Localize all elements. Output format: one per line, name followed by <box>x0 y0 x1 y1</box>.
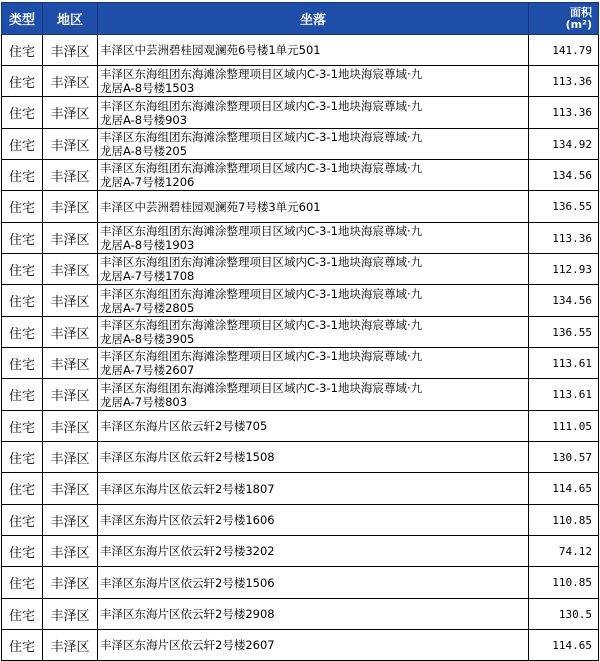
cell-area: 136.55 <box>529 317 599 348</box>
table-row <box>2 191 599 223</box>
cell-location: 丰泽区东海组团东海滩涂整理项目区域内C-3-1地块海宸尊域·九 龙居A-7号楼1708 <box>98 254 529 285</box>
cell-location: 丰泽区东海组团东海滩涂整理项目区域内C-3-1地块海宸尊域·九 龙居A-7号楼2805 <box>98 285 529 317</box>
header-area-label: 面积 <box>570 5 592 19</box>
cell-area: 74.12 <box>529 536 599 567</box>
cell-area: 130.5 <box>529 599 599 630</box>
cell-location: 丰泽区东海片区依云轩2号楼705 <box>98 411 529 442</box>
cell-location: 丰泽区东海组团东海滩涂整理项目区域内C-3-1地块海宸尊域·九 龙居A-7号楼1206 <box>98 160 529 191</box>
cell-type: 住宅 <box>2 567 43 599</box>
cell-type: 住宅 <box>2 223 43 254</box>
cell-type: 住宅 <box>2 473 43 505</box>
header-type: 类型 <box>2 3 43 35</box>
cell-type: 住宅 <box>2 442 43 473</box>
cell-area: 134.92 <box>529 129 599 160</box>
cell-district: 丰泽区 <box>43 191 98 223</box>
table-row <box>2 160 599 191</box>
table-row <box>2 505 599 536</box>
cell-location: 丰泽区东海组团东海滩涂整理项目区域内C-3-1地块海宸尊域·九 龙居A-8号楼205 <box>98 129 529 160</box>
table-row <box>2 254 599 285</box>
cell-location: 丰泽区东海片区依云轩2号楼2908 <box>98 599 529 630</box>
cell-location: 丰泽区东海片区依云轩2号楼1807 <box>98 473 529 505</box>
cell-district: 丰泽区 <box>43 160 98 191</box>
table-row <box>2 35 599 66</box>
cell-district: 丰泽区 <box>43 348 98 379</box>
cell-type: 住宅 <box>2 66 43 97</box>
cell-district: 丰泽区 <box>43 254 98 285</box>
cell-area: 111.05 <box>529 411 599 442</box>
cell-type: 住宅 <box>2 254 43 285</box>
cell-district: 丰泽区 <box>43 379 98 411</box>
cell-area: 112.93 <box>529 254 599 285</box>
cell-area: 113.36 <box>529 66 599 97</box>
cell-type: 住宅 <box>2 630 43 661</box>
table-row <box>2 223 599 254</box>
cell-location: 丰泽区东海组团东海滩涂整理项目区域内C-3-1地块海宸尊域·九 龙居A-8号楼903 <box>98 97 529 129</box>
header-location: 坐落 <box>98 3 529 35</box>
cell-location: 丰泽区东海组团东海滩涂整理项目区域内C-3-1地块海宸尊域·九 龙居A-7号楼803 <box>98 379 529 411</box>
cell-area: 114.65 <box>529 473 599 505</box>
cell-type: 住宅 <box>2 35 43 66</box>
cell-location: 丰泽区东海组团东海滩涂整理项目区域内C-3-1地块海宸尊域·九 龙居A-7号楼2607 <box>98 348 529 379</box>
table-row <box>2 285 599 317</box>
cell-area: 134.56 <box>529 285 599 317</box>
header-area <box>529 3 599 35</box>
cell-location: 丰泽区东海组团东海滩涂整理项目区域内C-3-1地块海宸尊域·九 龙居A-8号楼3905 <box>98 317 529 348</box>
cell-location: 丰泽区东海组团东海滩涂整理项目区域内C-3-1地块海宸尊域·九 龙居A-8号楼1503 <box>98 66 529 97</box>
property-table <box>1 2 599 661</box>
cell-location: 丰泽区东海片区依云轩2号楼1506 <box>98 567 529 599</box>
cell-type: 住宅 <box>2 379 43 411</box>
cell-district: 丰泽区 <box>43 285 98 317</box>
cell-area: 136.55 <box>529 191 599 223</box>
table-row <box>2 630 599 661</box>
table-row <box>2 473 599 505</box>
cell-area: 141.79 <box>529 35 599 66</box>
cell-area: 113.36 <box>529 223 599 254</box>
cell-type: 住宅 <box>2 191 43 223</box>
cell-area: 110.85 <box>529 567 599 599</box>
table-row <box>2 442 599 473</box>
cell-location: 丰泽区东海片区依云轩2号楼1508 <box>98 442 529 473</box>
cell-area: 134.56 <box>529 160 599 191</box>
table-row <box>2 348 599 379</box>
table-header-row <box>2 3 599 35</box>
cell-location: 丰泽区中芸洲碧桂园观澜苑6号楼1单元501 <box>98 35 529 66</box>
cell-type: 住宅 <box>2 348 43 379</box>
cell-type: 住宅 <box>2 599 43 630</box>
cell-district: 丰泽区 <box>43 473 98 505</box>
cell-area: 113.36 <box>529 97 599 129</box>
cell-district: 丰泽区 <box>43 129 98 160</box>
header-district: 地区 <box>43 3 98 35</box>
cell-type: 住宅 <box>2 317 43 348</box>
cell-district: 丰泽区 <box>43 66 98 97</box>
table-row <box>2 97 599 129</box>
cell-area: 110.85 <box>529 505 599 536</box>
cell-location: 丰泽区东海片区依云轩2号楼3202 <box>98 536 529 567</box>
cell-location: 丰泽区东海片区依云轩2号楼1606 <box>98 505 529 536</box>
cell-type: 住宅 <box>2 536 43 567</box>
cell-district: 丰泽区 <box>43 35 98 66</box>
cell-district: 丰泽区 <box>43 505 98 536</box>
table-row <box>2 129 599 160</box>
table-row <box>2 567 599 599</box>
cell-type: 住宅 <box>2 129 43 160</box>
cell-district: 丰泽区 <box>43 223 98 254</box>
cell-type: 住宅 <box>2 285 43 317</box>
cell-type: 住宅 <box>2 160 43 191</box>
header-area-unit: (m²) <box>565 17 592 31</box>
table-row <box>2 317 599 348</box>
cell-location: 丰泽区东海组团东海滩涂整理项目区域内C-3-1地块海宸尊域·九 龙居A-8号楼1903 <box>98 223 529 254</box>
cell-district: 丰泽区 <box>43 411 98 442</box>
cell-area: 130.57 <box>529 442 599 473</box>
cell-type: 住宅 <box>2 411 43 442</box>
cell-district: 丰泽区 <box>43 599 98 630</box>
cell-district: 丰泽区 <box>43 442 98 473</box>
table-row <box>2 411 599 442</box>
cell-type: 住宅 <box>2 505 43 536</box>
table-row <box>2 536 599 567</box>
table-row <box>2 599 599 630</box>
cell-district: 丰泽区 <box>43 536 98 567</box>
cell-district: 丰泽区 <box>43 97 98 129</box>
cell-type: 住宅 <box>2 97 43 129</box>
cell-area: 113.61 <box>529 348 599 379</box>
cell-district: 丰泽区 <box>43 630 98 661</box>
table-row <box>2 379 599 411</box>
cell-area: 113.61 <box>529 379 599 411</box>
cell-location: 丰泽区中芸洲碧桂园观澜苑7号楼3单元601 <box>98 191 529 223</box>
table-row <box>2 66 599 97</box>
cell-area: 114.65 <box>529 630 599 661</box>
cell-district: 丰泽区 <box>43 567 98 599</box>
cell-district: 丰泽区 <box>43 317 98 348</box>
cell-location: 丰泽区东海片区依云轩2号楼2607 <box>98 630 529 661</box>
